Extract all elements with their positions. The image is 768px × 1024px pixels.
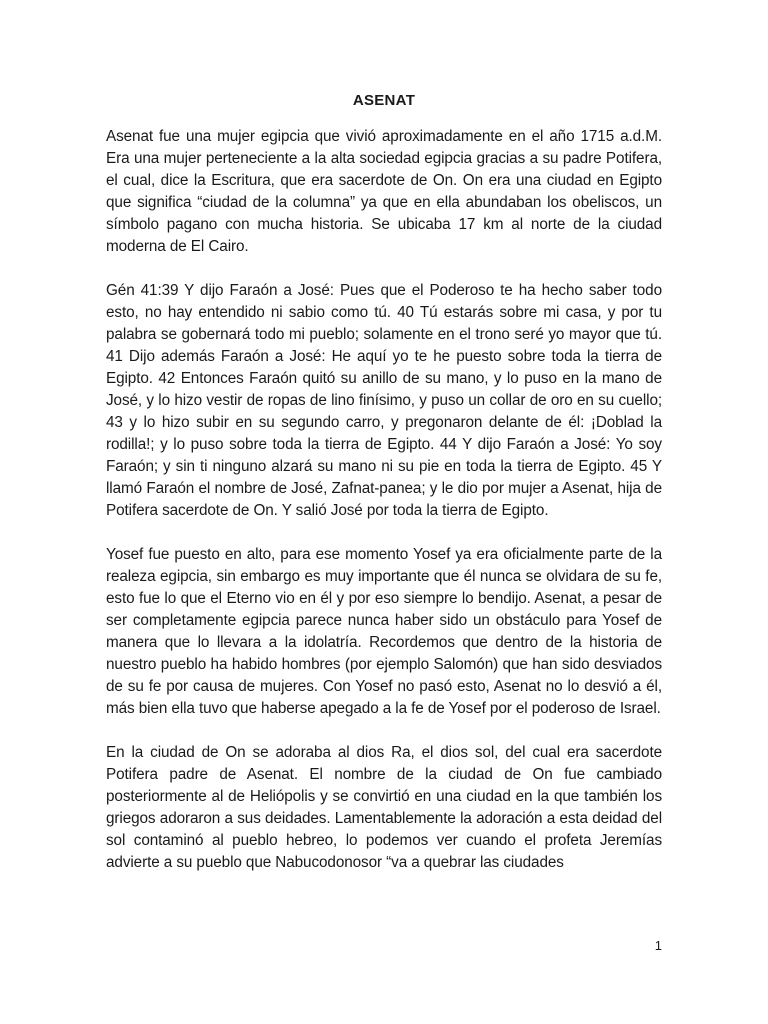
paragraph-yosef: Yosef fue puesto en alto, para ese momento Yosef ya era oficialmente parte de la realeza egipcia, sin embargo es muy importante que él nunca se olvidara de su fe, esto fue lo que el Eterno vio en él y por eso siempre lo bendijo. Asenat, a pesar de ser completamente egipcia parece nunca haber sido un obstáculo para Yosef de manera que lo llevara a la idolatría. Recordemos que dentro de la historia de nuestro pueblo ha habido hombres (por ejemplo Salomón) que han sido desviados de su fe por causa de mujeres. Con Yosef no pasó esto, Asenat no lo desvió a él, más bien ella tuvo que haberse apegado a la fe de Yosef por el poderoso de Israel. <box>106 546 662 717</box>
document-title: ASENAT <box>352 92 416 109</box>
paragraph-scripture-quote: Gén 41:39 Y dijo Faraón a José: Pues que el Poderoso te ha hecho saber todo esto, no hay entendido ni sabio como tú. 40 Tú estarás sobre mi casa, y por tu palabra se gobernará todo mi pueblo; solamente en el trono seré yo mayor que tú. 41 Dijo además Faraón a José: He aquí yo te he puesto sobre toda la tierra de Egipto. 42 Entonces Faraón quitó su anillo de su mano, y lo puso en la mano de José, y lo hizo vestir de ropas de lino finísimo, y puso un collar de oro en su cuello; 43 y lo hizo subir en su segundo carro, y pregonaron delante de él: ¡Doblad la rodilla!; y lo puso sobre toda la tierra de Egipto. 44 Y dijo Faraón a José: Yo soy Faraón; y sin ti ninguno alzará su mano ni su pie en toda la tierra de Egipto. 45 Y llamó Faraón el nombre de José, Zafnat-panea; y le dio por mujer a Asenat, hija de Potifera sacerdote de On. Y salió José por toda la tierra de Egipto. <box>106 282 662 519</box>
document-body <box>106 126 662 896</box>
page-number: 1 <box>654 938 662 953</box>
paragraph-city-of-on: En la ciudad de On se adoraba al dios Ra, el dios sol, del cual era sacerdote Potifera padre de Asenat. El nombre de la ciudad de On fue cambiado posteriormente al de Heliópolis y se convirtió en una ciudad en la que también los griegos adoraron a sus deidades. Lamentablemente la adoración a esta deidad del sol contaminó al pueblo hebreo, lo podemos ver cuando el profeta Jeremías advierte a su pueblo que Nabucodonosor “va a quebrar las ciudades <box>106 744 662 871</box>
paragraph-intro: Asenat fue una mujer egipcia que vivió aproximadamente en el año 1715 a.d.M. Era una mujer perteneciente a la alta sociedad egipcia gracias a su padre Potifera, el cual, dice la Escritura, que era sacerdote de On. On era una ciudad en Egipto que significa “ciudad de la columna” ya que en ella abundaban los obeliscos, un símbolo pagano con mucha historia. Se ubicaba 17 km al norte de la ciudad moderna de El Cairo. <box>106 128 662 255</box>
